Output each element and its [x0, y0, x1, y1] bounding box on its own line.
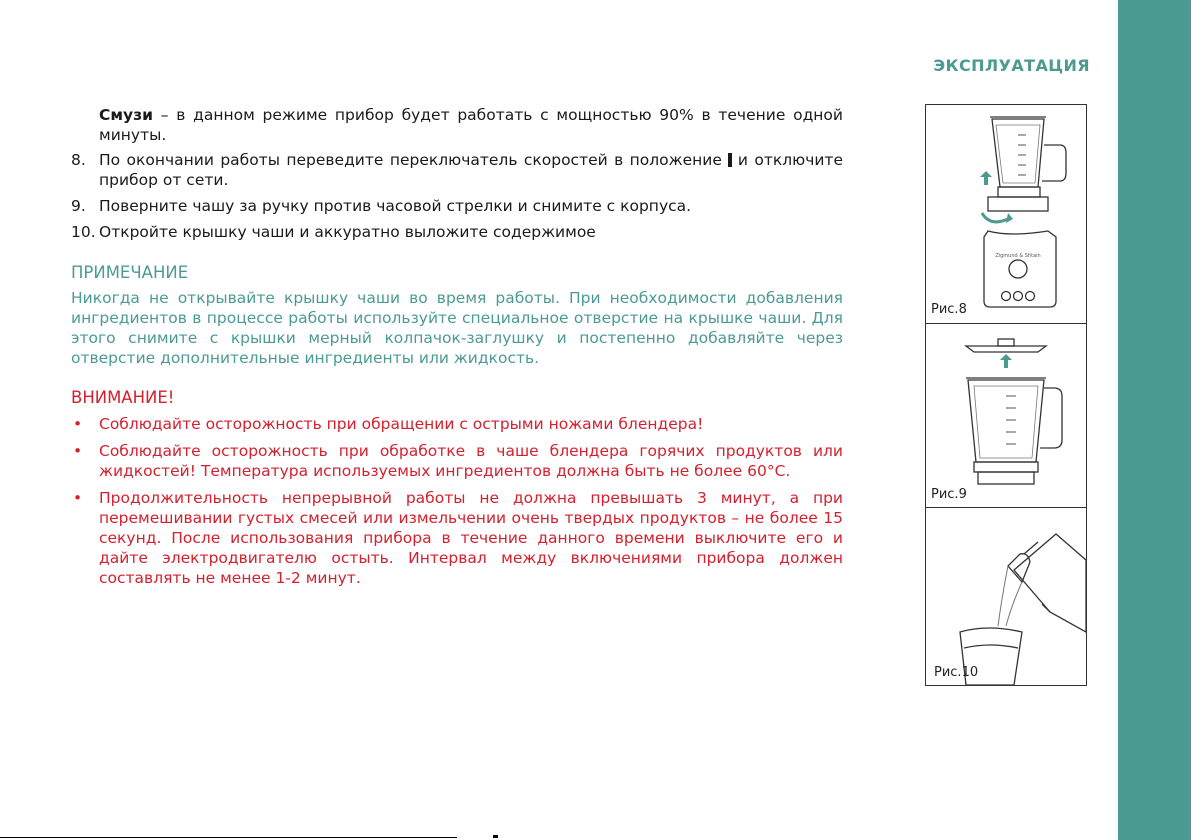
lid-removal-illustration: [926, 324, 1086, 507]
note-text: Никогда не открывайте крышку чаши во время работы. При необходимости добавления ингредиентов в процессе работы используйте специальное отверстие на крышке чаши. Для этого снимите с крышки мерный колпачок-заглушку и постепенно добавляйте через отверстие дополнительные ингредиенты или жидкость.: [71, 289, 843, 367]
bullet: •: [73, 415, 83, 433]
smoothie-paragraph: [71, 105, 843, 145]
blender-removal-illustration: [926, 105, 1086, 323]
warning-text: Соблюдайте осторожность при обработке в чаше блендера горячих продуктов или жидкостей! Температура используемых ингредиентов должна быть не более 60°C.: [99, 442, 843, 480]
position-one-symbol: [728, 153, 732, 167]
step-text: и отключите прибор от сети.: [99, 151, 843, 189]
list-item: [71, 488, 843, 588]
warning-heading: ВНИМАНИЕ!: [71, 388, 175, 407]
step-number: 8.: [71, 151, 86, 169]
step-number: 9.: [71, 197, 86, 215]
bottom-mark: [493, 835, 498, 838]
figure-10: [925, 507, 1087, 686]
bullet: •: [73, 489, 83, 507]
section-title: ЭКСПЛУАТАЦИЯ: [933, 56, 1090, 75]
list-item: [71, 441, 843, 481]
smoothie-label: Смузи: [99, 106, 154, 124]
steps-list: [71, 150, 843, 242]
figure-label: Рис.8: [931, 302, 967, 317]
list-item: [71, 222, 843, 242]
figure-label: Рис.9: [931, 487, 967, 502]
list-item: [71, 196, 843, 216]
step-text: Откройте крышку чаши и аккуратно выложите содержимое: [99, 223, 596, 241]
bottom-rule: [0, 837, 457, 838]
warning-text: Соблюдайте осторожность при обращении с острыми ножами блендера!: [99, 415, 704, 433]
step-text: Поверните чашу за ручку против часовой стрелки и снимите с корпуса.: [99, 197, 692, 215]
list-item: [71, 150, 843, 190]
step-number: 10.: [71, 223, 96, 241]
smoothie-text: – в данном режиме прибор будет работать с мощностью 90% в течение одной минуты.: [99, 106, 843, 144]
brand-text: Zigmund & Shtain: [995, 253, 1041, 259]
main-content: [71, 105, 843, 595]
note-heading: ПРИМЕЧАНИЕ: [71, 263, 189, 282]
figure-8: [925, 104, 1087, 324]
bullet: •: [73, 442, 83, 460]
list-item: [71, 414, 843, 434]
pouring-illustration: [926, 508, 1086, 685]
warning-list: [71, 414, 843, 588]
warning-text: Продолжительность непрерывной работы не должна превышать 3 минут, а при перемешивании густых смесей или измельчении очень твердых продуктов – не более 15 секунд. После использования прибора в течение данного времени выключите его и дайте электродвигателю остыть. Интервал между включениями прибора должен составлять не менее 1-2 минут.: [99, 489, 843, 587]
step-text: По окончании работы переведите переключатель скоростей в положение: [99, 151, 722, 169]
figure-label: Рис.10: [934, 665, 979, 680]
side-color-band: [1118, 0, 1191, 840]
figure-9: [925, 323, 1087, 508]
